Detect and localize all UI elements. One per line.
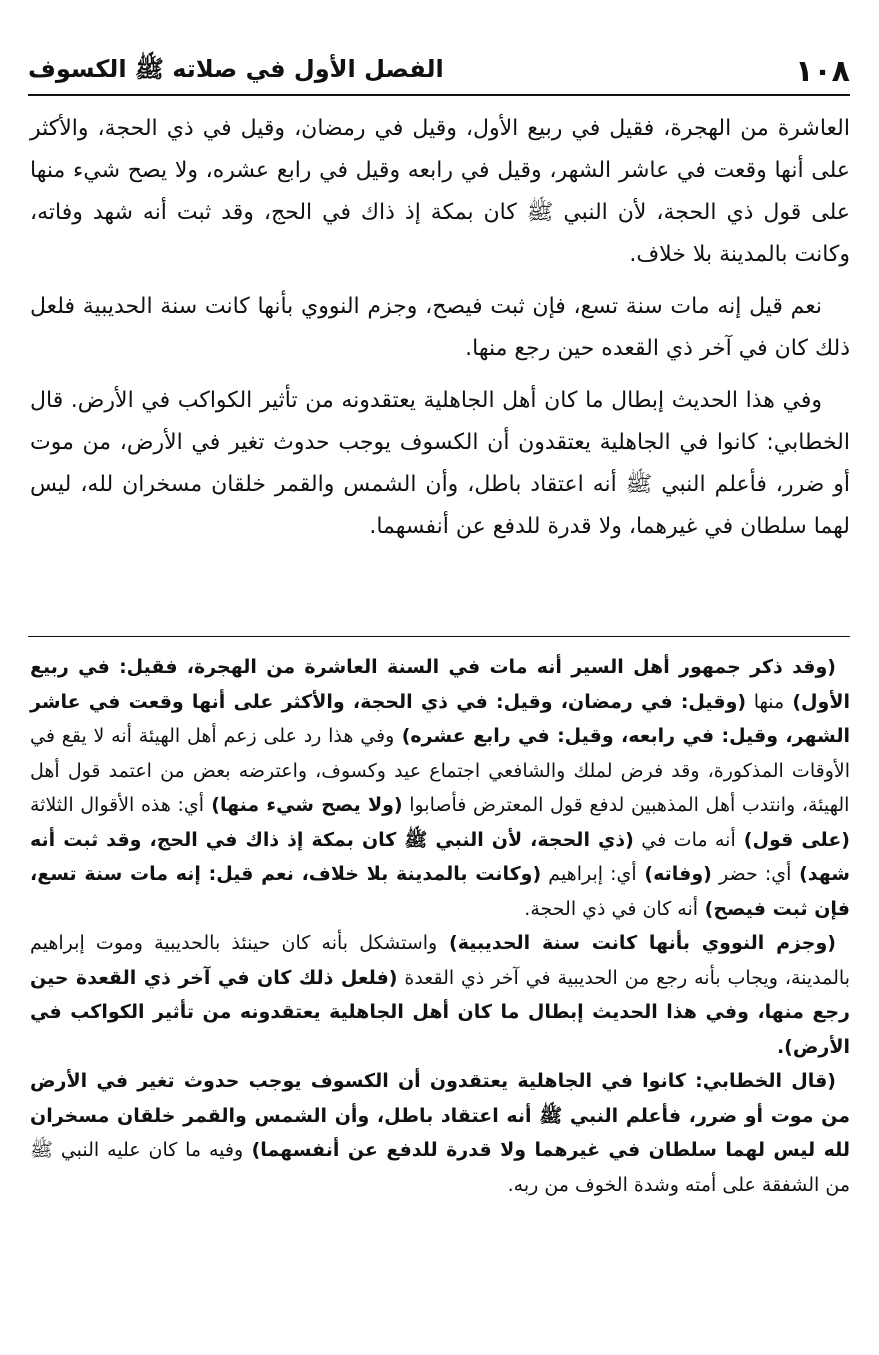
commentary-segment: (قال الخطابي: كانوا في الجاهلية يعتقدون أن الكسوف يوجب حدوث تغير في الأرض من موت أو ضرر، فأعلم النبي ﷺ أنه اعتقاد باطل، وأن الشمس والقمر خلقان مسخران لله ليس لهما سلطان في غيرهما ولا قدرة للدفع عن أنفسهما) bbox=[30, 1070, 851, 1161]
commentary-segment: (وكانت بالمدينة بلا خلاف، نعم قيل: إنه مات سنة تسع، فإن ثبت فيصح) bbox=[30, 863, 850, 920]
commentary bbox=[30, 650, 850, 1202]
commentary-segment: وفيه ما كان عليه النبي ﷺ من الشفقة على أمته وشدة الخوف من ربه. bbox=[30, 1139, 850, 1196]
commentary-paragraph bbox=[30, 926, 850, 1064]
commentary-segment: (وفاته) bbox=[636, 863, 712, 885]
commentary-segment: (ولا يصح شيء منها) bbox=[204, 794, 403, 816]
commentary-segment: أنه كان في ذي الحجة. bbox=[524, 897, 699, 920]
commentary-segment: (على قول) bbox=[735, 828, 850, 851]
commentary-segment: (وجزم النووي بأنها كانت سنة الحديبية) bbox=[437, 932, 836, 954]
commentary-segment: أي: هذه الأقوال الثلاثة bbox=[30, 794, 205, 816]
commentary-segment: (ذي الحجة، لأن النبي ﷺ كان بمكة إذ ذاك في الحج، وقد ثبت أنه شهد) bbox=[30, 828, 850, 885]
commentary-paragraph bbox=[30, 1064, 850, 1202]
commentary-segment: (وقد ذكر جمهور أهل السير أنه مات في السنة العاشرة من الهجرة، فقيل: في ربيع الأول) bbox=[30, 656, 850, 713]
running-title: الفصل الأول في صلاته ﷺ الكسوف bbox=[28, 54, 444, 83]
page-header bbox=[28, 50, 850, 92]
commentary-segment: أنه مات في bbox=[633, 828, 736, 851]
commentary-segment: وفي هذا رد على زعم أهل الهيئة أنه لا يقع في الأوقات المذكورة، وقد فرض لملك والشافعي اجتماع عيد وكسوف، واعترضه بعض من اعتمد قول أهل الهيئة، وانتدب أهل المذهبين لدفع قول المعترض فأصابوا bbox=[30, 725, 850, 816]
footnote-separator bbox=[28, 636, 850, 637]
commentary-segment: (وقيل: في رمضان، وقيل: في ذي الحجة، والأكثر على أنها وقعت في عاشر الشهر، وقيل: في رابعه، وقيل: في رابع عشره) bbox=[30, 690, 850, 747]
main-paragraph: وفي هذا الحديث إبطال ما كان أهل الجاهلية يعتقدونه من تأثير الكواكب في الأرض. قال الخطابي: كانوا في الجاهلية يعتقدون أن الكسوف يوجب حدوث تغير في الأرض، من موت أو ضرر، فأعلم النبي ﷺ أنه اعتقاد باطل، وأن الشمس والقمر خلقان مسخران لله، ليس لهما سلطان في غيرهما، ولا قدرة للدفع عن أنفسهما. bbox=[30, 388, 850, 539]
commentary-segment: واستشكل بأنه كان حينئذ بالحديبية وموت إبراهيم بالمدينة، ويجاب بأنه رجع من الحديبية في آخر ذي القعدة bbox=[30, 932, 851, 989]
main-text bbox=[30, 108, 850, 558]
commentary-segment: منها bbox=[746, 690, 785, 713]
header-rule bbox=[28, 94, 850, 96]
commentary-segment: أي: حضر bbox=[711, 863, 792, 885]
commentary-segment: (فلعل ذلك كان في آخر ذي القعدة حين رجع منها، وفي هذا الحديث إبطال ما كان أهل الجاهلية يعتقدونه من تأثير الكواكب في الأرض). bbox=[30, 966, 850, 1058]
commentary-segment: أي: إبراهيم bbox=[541, 863, 637, 885]
commentary-paragraph bbox=[30, 650, 850, 926]
page-number: ١٠٨ bbox=[795, 53, 850, 89]
main-paragraph: العاشرة من الهجرة، فقيل في ربيع الأول، وقيل في رمضان، وقيل في ذي الحجة، والأكثر على أنها وقعت في عاشر الشهر، وقيل في رابعه وقيل في رابع عشره، ولا يصح شيء منها على قول ذي الحجة، لأن النبي ﷺ كان بمكة إذ ذاك في الحج، وقد ثبت أنه شهد وفاته، وكانت بالمدينة بلا خلاف. bbox=[30, 116, 850, 267]
main-paragraph: نعم قيل إنه مات سنة تسع، فإن ثبت فيصح، وجزم النووي بأنها كانت سنة الحديبية فلعل ذلك كان في آخر ذي القعده حين رجع منها. bbox=[30, 294, 850, 361]
